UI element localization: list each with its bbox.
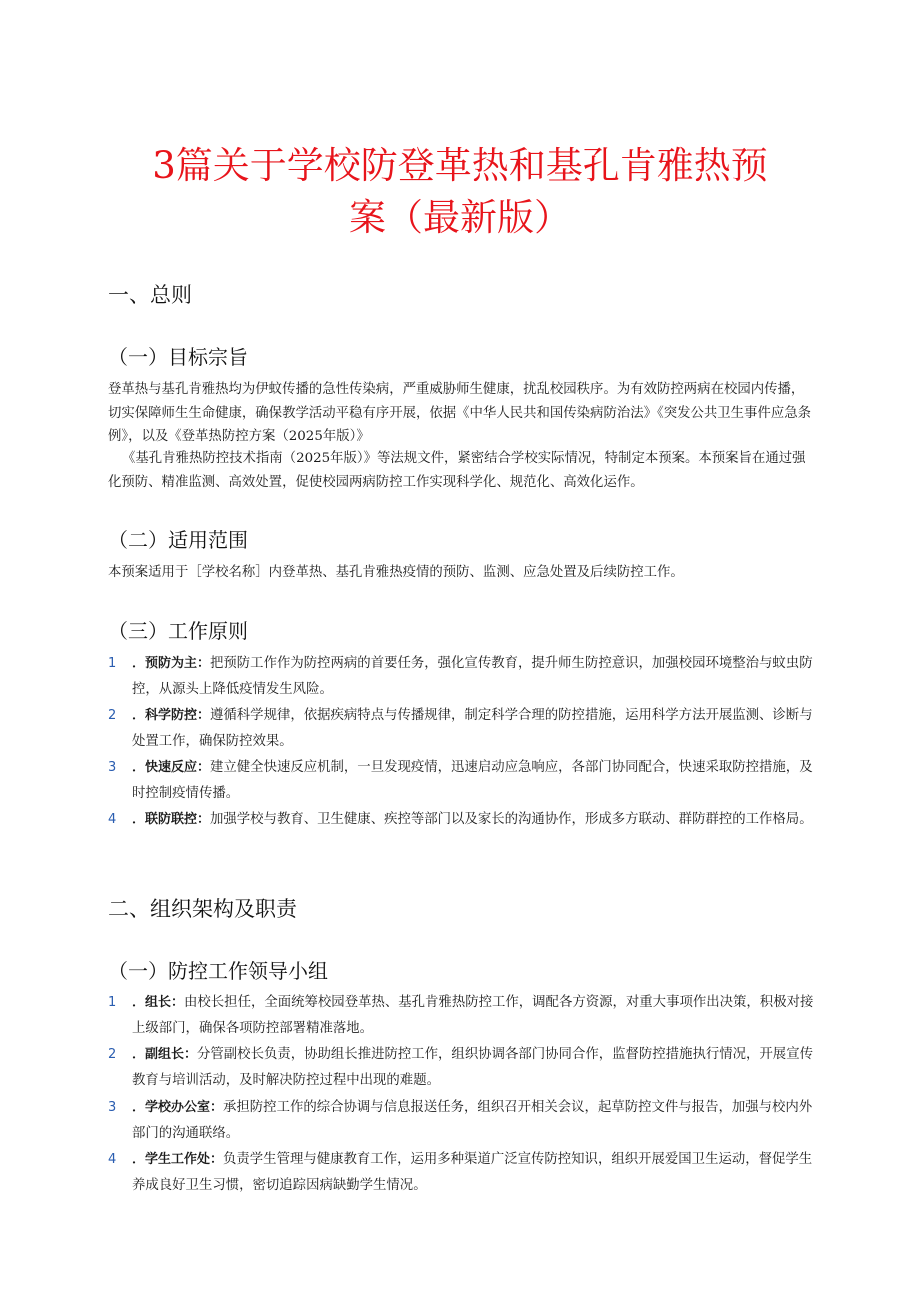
list-number: 4 — [108, 1152, 117, 1167]
paragraph-purpose-2: 《基孔肯雅热防控技术指南（2025年版）》等法规文件，紧密结合学校实际情况，特制定本预案。本预案旨在通过强化预防、精准监测、高效处置，促使校园两病防控工作实现科学化、规范化、高效化运作。 — [108, 451, 806, 490]
list-number: 4 — [108, 812, 117, 827]
list-number: 1 — [108, 995, 117, 1010]
list-number: 3 — [108, 760, 117, 775]
list-number: 3 — [108, 1100, 117, 1115]
list-item-label: ．科学防控： — [132, 708, 211, 723]
section-heading-general: 一、总则 — [108, 283, 192, 307]
list-item — [108, 1147, 814, 1199]
list-item-label: ．组长： — [132, 995, 185, 1010]
list-number: 2 — [108, 708, 117, 723]
list-item-text: 加强学校与教育、卫生健康、疾控等部门以及家长的沟通协作，形成多方联动、群防群控的工作格局。 — [210, 812, 813, 827]
list-item-label: ．预防为主： — [132, 656, 211, 671]
list-item — [108, 1095, 814, 1147]
list-item-text: 把预防工作作为防控两病的首要任务，强化宣传教育，提升师生防控意识，加强校园环境整治与蚊虫防控，从源头上降低疫情发生风险。 — [132, 656, 813, 697]
subsection-heading-principles: （三）工作原则 — [108, 619, 248, 643]
list-item — [108, 807, 814, 833]
list-item — [108, 651, 814, 703]
list-item-text: 分管副校长负责，协助组长推进防控工作，组织协调各部门协同合作，监督防控措施执行情况，开展宣传教育与培训活动，及时解决防控过程中出现的难题。 — [132, 1047, 813, 1088]
document-title-line-2: 案（最新版） — [349, 196, 571, 239]
list-number: 1 — [108, 656, 117, 671]
subsection-heading-leadership-group: （一）防控工作领导小组 — [108, 959, 328, 983]
paragraph-scope: 本预案适用于［学校名称］内登革热、基孔肯雅热疫情的预防、监测、应急处置及后续防控工作。 — [108, 565, 684, 580]
subsection-heading-scope: （二）适用范围 — [108, 528, 248, 552]
list-item-text: 负责学生管理与健康教育工作，运用多种渠道广泛宣传防控知识，组织开展爱国卫生运动，督促学生养成良好卫生习惯，密切追踪因病缺勤学生情况。 — [132, 1152, 813, 1193]
list-item-label: ．副组长： — [132, 1047, 198, 1062]
list-item — [108, 1042, 814, 1094]
list-item-text: 遵循科学规律，依据疾病特点与传播规律，制定科学合理的防控措施，运用科学方法开展监测、诊断与处置工作，确保防控效果。 — [132, 708, 813, 749]
list-item — [108, 755, 814, 807]
list-item-text: 承担防控工作的综合协调与信息报送任务，组织召开相关会议，起草防控文件与报告，加强与校内外部门的沟通联络。 — [132, 1100, 813, 1141]
list-item-label: ．学生工作处： — [132, 1152, 224, 1167]
list-item-text: 建立健全快速反应机制，一旦发现疫情，迅速启动应急响应，各部门协同配合，快速采取防控措施，及时控制疫情传播。 — [132, 760, 813, 801]
document-title-line-1: 3篇关于学校防登革热和基孔肯雅热预 — [152, 144, 768, 187]
list-item-label: ．快速反应： — [132, 760, 211, 775]
list-item — [108, 703, 814, 755]
list-item-label: ．联防联控： — [132, 812, 211, 827]
list-number: 2 — [108, 1047, 117, 1062]
list-item — [108, 990, 814, 1042]
list-item-text: 由校长担任，全面统筹校园登革热、基孔肯雅热防控工作，调配各方资源，对重大事项作出决策，积极对接上级部门，确保各项防控部署精准落地。 — [132, 995, 814, 1036]
subsection-heading-purpose: （一）目标宗旨 — [108, 345, 248, 369]
paragraph-purpose-1: 登革热与基孔肯雅热均为伊蚊传播的急性传染病，严重威胁师生健康，扰乱校园秩序。为有效防控两病在校园内传播，切实保障师生生命健康，确保教学活动平稳有序开展，依据《中华人民共和国传染病防治法》《突发公共卫生事件应急条例》，以及《登革热防控方案（2025年版）》 — [108, 382, 811, 444]
section-heading-organization: 二、组织架构及职责 — [108, 897, 297, 921]
list-item-label: ．学校办公室： — [132, 1100, 224, 1115]
